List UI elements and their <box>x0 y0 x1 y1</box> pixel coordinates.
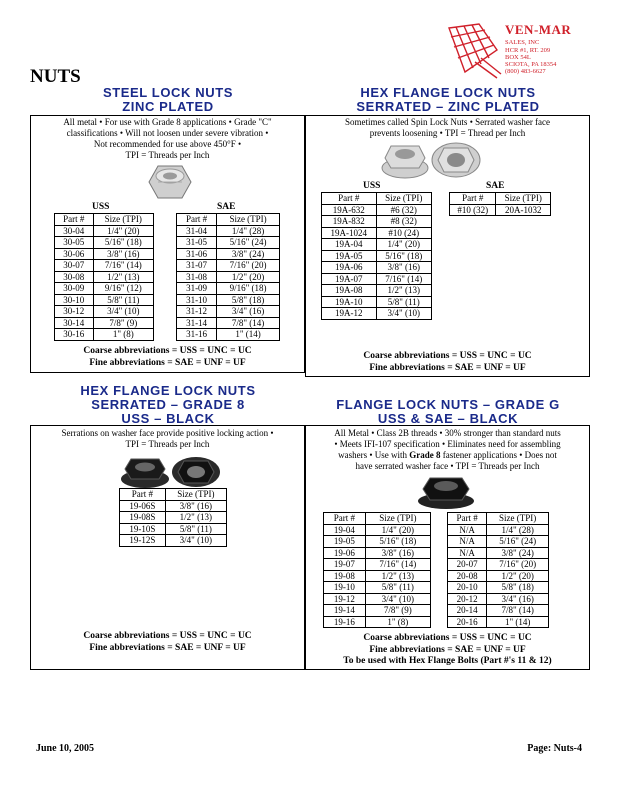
table-cell: 31-12 <box>177 306 217 318</box>
table-row <box>55 225 154 237</box>
column-header: Size (TPI) <box>217 214 280 226</box>
column-header: Size (TPI) <box>376 193 431 205</box>
table-cell: 1" (14) <box>487 616 549 628</box>
table-cell: 19A-08 <box>322 285 377 297</box>
steel-desc-line: Not recommended for use above 450°F • <box>93 139 242 149</box>
table-cell: 19-08S <box>120 512 166 524</box>
table-cell: 19A-04 <box>322 239 377 251</box>
table-row <box>324 570 431 582</box>
table-cell: 30-16 <box>55 329 94 341</box>
table-row <box>322 308 432 320</box>
table-cell: 19A-12 <box>322 308 377 320</box>
table-row <box>322 285 432 297</box>
table-row <box>55 317 154 329</box>
table-row <box>120 500 227 512</box>
table-cell: 3/4" (10) <box>165 535 226 547</box>
hexzinc-description <box>306 117 589 139</box>
table-row <box>177 237 280 249</box>
table-cell: 1/4" (20) <box>93 225 153 237</box>
hexzinc-desc-line: prevents loosening • TPI = Thread per Inch <box>369 128 526 138</box>
footer-date: June 10, 2005 <box>36 743 95 754</box>
steel-sae-table <box>176 213 280 341</box>
hexblack-title-line2: SERRATED – GRADE 8 <box>91 397 245 412</box>
table-row <box>324 582 431 594</box>
table-cell: 19-04 <box>324 524 366 536</box>
table-cell: 19A-10 <box>322 296 377 308</box>
table-cell: 7/8" (14) <box>487 605 549 617</box>
logo-line: SCIOTA, PA 18354 <box>505 61 557 68</box>
flange-desc-bold: Grade 8 <box>409 450 441 460</box>
table-row <box>55 283 154 295</box>
table-cell: 5/16" (18) <box>365 536 430 548</box>
table-cell: 1/2" (13) <box>376 285 431 297</box>
flange-section-title <box>306 398 590 426</box>
table-row <box>55 260 154 272</box>
abbr-coarse: Coarse abbreviations = USS = UNC = UC <box>363 351 532 361</box>
logo-name: VEN-MAR <box>505 22 572 37</box>
hexzinc-section-title <box>306 86 590 114</box>
flange-desc-line: All Metal • Class 2B threads • 30% stronger than standard nuts <box>334 428 561 438</box>
flange-uss-table <box>323 512 431 628</box>
table-cell: 9/16" (12) <box>93 283 153 295</box>
table-cell: 31-14 <box>177 317 217 329</box>
steel-title-line1: STEEL LOCK NUTS <box>102 85 234 100</box>
table-cell: 19-10S <box>120 523 166 535</box>
hexblack-table <box>119 488 227 547</box>
table-cell: 19-06S <box>120 500 166 512</box>
table-cell: 5/16" (24) <box>217 237 280 249</box>
table-row <box>448 570 549 582</box>
table-cell: 5/8" (11) <box>165 523 226 535</box>
hexzinc-uss-table <box>321 192 432 320</box>
table-cell: #6 (32) <box>376 204 431 216</box>
table-cell: 1" (8) <box>365 616 430 628</box>
table-row <box>324 547 431 559</box>
flange-title-line1: FLANGE LOCK NUTS – GRADE G <box>336 397 560 412</box>
table-row <box>322 227 432 239</box>
table-cell: 31-06 <box>177 248 217 260</box>
table-cell: 3/4" (16) <box>487 593 549 605</box>
steel-uss-label: USS <box>92 202 110 212</box>
column-header: Part # <box>450 193 496 205</box>
table-cell: 3/4" (10) <box>365 593 430 605</box>
table-cell: #8 (32) <box>376 216 431 228</box>
table-cell: 31-16 <box>177 329 217 341</box>
column-header: Part # <box>324 513 366 525</box>
table-row <box>177 248 280 260</box>
table-cell: 3/4" (10) <box>93 306 153 318</box>
table-cell: 31-05 <box>177 237 217 249</box>
table-cell: 19-12 <box>324 593 366 605</box>
table-row <box>324 536 431 548</box>
steel-uss-table <box>54 213 154 341</box>
table-cell: 7/16" (14) <box>365 559 430 571</box>
table-cell: 31-09 <box>177 283 217 295</box>
flange-desc-line: • Meets IFI-107 specification • Eliminates need for assembling <box>334 439 561 449</box>
table-cell: 30-05 <box>55 237 94 249</box>
table-cell: 19-07 <box>324 559 366 571</box>
column-header: Size (TPI) <box>165 489 226 501</box>
page-title: NUTS <box>30 66 81 87</box>
table-cell: 5/8" (11) <box>365 582 430 594</box>
table-row <box>448 593 549 605</box>
table-row <box>322 296 432 308</box>
table-cell: 20-10 <box>448 582 487 594</box>
table-row <box>120 535 227 547</box>
table-cell: 5/16" (18) <box>93 237 153 249</box>
column-header: Size (TPI) <box>365 513 430 525</box>
table-cell: 30-04 <box>55 225 94 237</box>
steel-desc-line: All metal • For use with Grade 8 applications • Grade "C" <box>63 117 272 127</box>
abbr-note: To be used with Hex Flange Bolts (Part #'s 11 & 12) <box>343 656 552 666</box>
table-cell: 31-08 <box>177 271 217 283</box>
flange-description <box>306 428 589 472</box>
table-cell: 3/8" (16) <box>93 248 153 260</box>
table-cell: 3/8" (24) <box>217 248 280 260</box>
abbr-coarse: Coarse abbreviations = USS = UNC = UC <box>83 631 252 641</box>
hexzinc-title-line2: SERRATED – ZINC PLATED <box>356 99 540 114</box>
table-cell: 20-16 <box>448 616 487 628</box>
table-cell: 19-12S <box>120 535 166 547</box>
column-header: Part # <box>448 513 487 525</box>
hexblack-abbreviations <box>30 631 305 654</box>
steel-sae-label: SAE <box>217 202 236 212</box>
table-row <box>324 605 431 617</box>
table-row <box>177 225 280 237</box>
hexblack-title-line3: USS – BLACK <box>121 411 215 426</box>
table-row <box>448 582 549 594</box>
hex-flange-zinc-nut-image <box>380 138 482 180</box>
logo-grid-icon <box>445 20 505 82</box>
table-cell: 1/4" (28) <box>487 524 549 536</box>
table-cell: 19A-832 <box>322 216 377 228</box>
table-cell: 5/16" (24) <box>487 536 549 548</box>
table-row <box>55 306 154 318</box>
table-row <box>177 271 280 283</box>
table-row <box>177 317 280 329</box>
table-cell: 1/4" (20) <box>365 524 430 536</box>
table-row <box>322 250 432 262</box>
table-cell: 30-08 <box>55 271 94 283</box>
table-cell: 5/8" (18) <box>217 294 280 306</box>
table-cell: #10 (32) <box>450 204 496 216</box>
table-row <box>322 216 432 228</box>
flange-sae-table <box>447 512 549 628</box>
steel-description <box>31 117 304 161</box>
steel-abbreviations <box>30 346 305 369</box>
table-row <box>450 204 551 216</box>
logo-line: BOX 54L <box>505 54 531 61</box>
table-cell: 20-12 <box>448 593 487 605</box>
table-cell: #10 (24) <box>376 227 431 239</box>
table-row <box>324 559 431 571</box>
hexzinc-title-line1: HEX FLANGE LOCK NUTS <box>360 85 536 100</box>
table-cell: 30-06 <box>55 248 94 260</box>
table-row <box>448 605 549 617</box>
steel-lock-nut-image <box>148 162 192 202</box>
table-cell: N/A <box>448 536 487 548</box>
hexblack-section-title <box>30 384 306 426</box>
footer-page: Page: Nuts-4 <box>527 743 582 754</box>
company-logo <box>445 18 605 88</box>
table-cell: 20-08 <box>448 570 487 582</box>
hexzinc-sae-table <box>449 192 551 216</box>
hexblack-desc-line: Serrations on washer face provide positive locking action • <box>61 428 274 438</box>
table-cell: 7/8" (9) <box>93 317 153 329</box>
table-cell: 19A-1024 <box>322 227 377 239</box>
column-header: Part # <box>322 193 377 205</box>
table-row <box>322 239 432 251</box>
hexblack-description <box>31 428 304 450</box>
table-cell: 19-08 <box>324 570 366 582</box>
table-cell: 1/2" (20) <box>487 570 549 582</box>
abbr-fine: Fine abbreviations = SAE = UNF = UF <box>369 362 526 373</box>
table-row <box>177 329 280 341</box>
table-row <box>322 262 432 274</box>
flange-lock-nut-image <box>416 474 476 510</box>
column-header: Size (TPI) <box>487 513 549 525</box>
table-cell: 1" (8) <box>93 329 153 341</box>
table-cell: 20A-1032 <box>496 204 551 216</box>
steel-desc-line: classifications • Will not loosen under severe vibration • <box>66 128 269 138</box>
table-cell: 5/8" (11) <box>93 294 153 306</box>
table-cell: 30-07 <box>55 260 94 272</box>
logo-line: SALES, INC <box>505 39 540 46</box>
table-cell: 1/2" (13) <box>93 271 153 283</box>
column-header: Size (TPI) <box>496 193 551 205</box>
flange-title-line2: USS & SAE – BLACK <box>377 411 519 426</box>
table-cell: 9/16" (18) <box>217 283 280 295</box>
table-row <box>322 204 432 216</box>
table-cell: 3/8" (16) <box>165 500 226 512</box>
flange-desc-text: washers • Use with <box>338 450 410 460</box>
table-cell: 31-10 <box>177 294 217 306</box>
table-cell: 7/16" (14) <box>93 260 153 272</box>
table-cell: 3/8" (16) <box>365 547 430 559</box>
abbr-fine: Fine abbreviations = SAE = UNF = UF <box>89 357 246 368</box>
table-cell: 7/16" (20) <box>217 260 280 272</box>
table-cell: 3/4" (10) <box>376 308 431 320</box>
table-cell: 3/8" (16) <box>376 262 431 274</box>
table-cell: 7/8" (14) <box>217 317 280 329</box>
column-header: Part # <box>55 214 94 226</box>
table-cell: 31-07 <box>177 260 217 272</box>
table-row <box>55 248 154 260</box>
table-row <box>55 329 154 341</box>
table-cell: 1/4" (20) <box>376 239 431 251</box>
table-cell: 19A-06 <box>322 262 377 274</box>
hexblack-desc-line: TPI = Threads per Inch <box>125 439 210 449</box>
hexzinc-sae-label: SAE <box>486 181 505 191</box>
steel-title-line2: ZINC PLATED <box>122 99 214 114</box>
logo-line: (800) 483-6627 <box>505 68 546 75</box>
table-cell: 19A-632 <box>322 204 377 216</box>
table-cell: 1" (14) <box>217 329 280 341</box>
steel-section-title <box>30 86 306 114</box>
table-cell: 19-14 <box>324 605 366 617</box>
table-row <box>177 294 280 306</box>
table-row <box>448 536 549 548</box>
table-cell: 7/8" (9) <box>365 605 430 617</box>
column-header: Part # <box>177 214 217 226</box>
table-cell: 30-14 <box>55 317 94 329</box>
table-cell: 1/4" (28) <box>217 225 280 237</box>
table-cell: 20-14 <box>448 605 487 617</box>
table-cell: 19-05 <box>324 536 366 548</box>
table-cell: 30-12 <box>55 306 94 318</box>
table-cell: 30-09 <box>55 283 94 295</box>
table-row <box>120 523 227 535</box>
flange-desc-text: fastener applications • Does not <box>440 450 557 460</box>
table-cell: 19A-07 <box>322 273 377 285</box>
table-row <box>448 547 549 559</box>
table-cell: 1/2" (13) <box>365 570 430 582</box>
hexzinc-uss-label: USS <box>363 181 381 191</box>
flange-desc-line <box>306 450 589 461</box>
table-row <box>448 524 549 536</box>
column-header: Part # <box>120 489 166 501</box>
table-cell: 19-16 <box>324 616 366 628</box>
abbr-coarse: Coarse abbreviations = USS = UNC = UC <box>83 346 252 356</box>
table-cell: 19A-05 <box>322 250 377 262</box>
flange-desc-line: have serrated washer face • TPI = Threads per Inch <box>355 461 540 471</box>
table-cell: 20-07 <box>448 559 487 571</box>
table-row <box>324 524 431 536</box>
hexblack-title-line1: HEX FLANGE LOCK NUTS <box>80 383 256 398</box>
table-cell: 5/8" (18) <box>487 582 549 594</box>
table-cell: 19-10 <box>324 582 366 594</box>
column-header: Size (TPI) <box>93 214 153 226</box>
table-row <box>448 616 549 628</box>
abbr-fine: Fine abbreviations = SAE = UNF = UF <box>369 644 526 655</box>
table-cell: N/A <box>448 547 487 559</box>
flange-abbreviations <box>305 633 590 668</box>
table-cell: 3/8" (24) <box>487 547 549 559</box>
table-row <box>55 271 154 283</box>
table-row <box>322 273 432 285</box>
hex-flange-black-nut-image <box>118 455 222 489</box>
table-row <box>177 283 280 295</box>
table-cell: 30-10 <box>55 294 94 306</box>
abbr-fine: Fine abbreviations = SAE = UNF = UF <box>89 642 246 653</box>
table-row <box>324 616 431 628</box>
table-row <box>120 512 227 524</box>
table-cell: 1/2" (20) <box>217 271 280 283</box>
table-cell: 1/2" (13) <box>165 512 226 524</box>
table-cell: 7/16" (14) <box>376 273 431 285</box>
table-cell: 31-04 <box>177 225 217 237</box>
table-cell: N/A <box>448 524 487 536</box>
table-cell: 7/16" (20) <box>487 559 549 571</box>
table-row <box>324 593 431 605</box>
table-row <box>55 237 154 249</box>
table-row <box>177 306 280 318</box>
table-row <box>448 559 549 571</box>
table-cell: 19-06 <box>324 547 366 559</box>
table-row <box>55 294 154 306</box>
table-cell: 5/8" (11) <box>376 296 431 308</box>
table-cell: 5/16" (18) <box>376 250 431 262</box>
table-cell: 3/4" (16) <box>217 306 280 318</box>
logo-line: HCR #1, RT. 209 <box>505 47 551 54</box>
hexzinc-desc-line: Sometimes called Spin Lock Nuts • Serrated washer face <box>344 117 551 127</box>
abbr-coarse: Coarse abbreviations = USS = UNC = UC <box>363 633 532 643</box>
table-row <box>177 260 280 272</box>
hexzinc-abbreviations <box>305 351 590 374</box>
steel-desc-line: TPI = Threads per Inch <box>125 150 210 160</box>
